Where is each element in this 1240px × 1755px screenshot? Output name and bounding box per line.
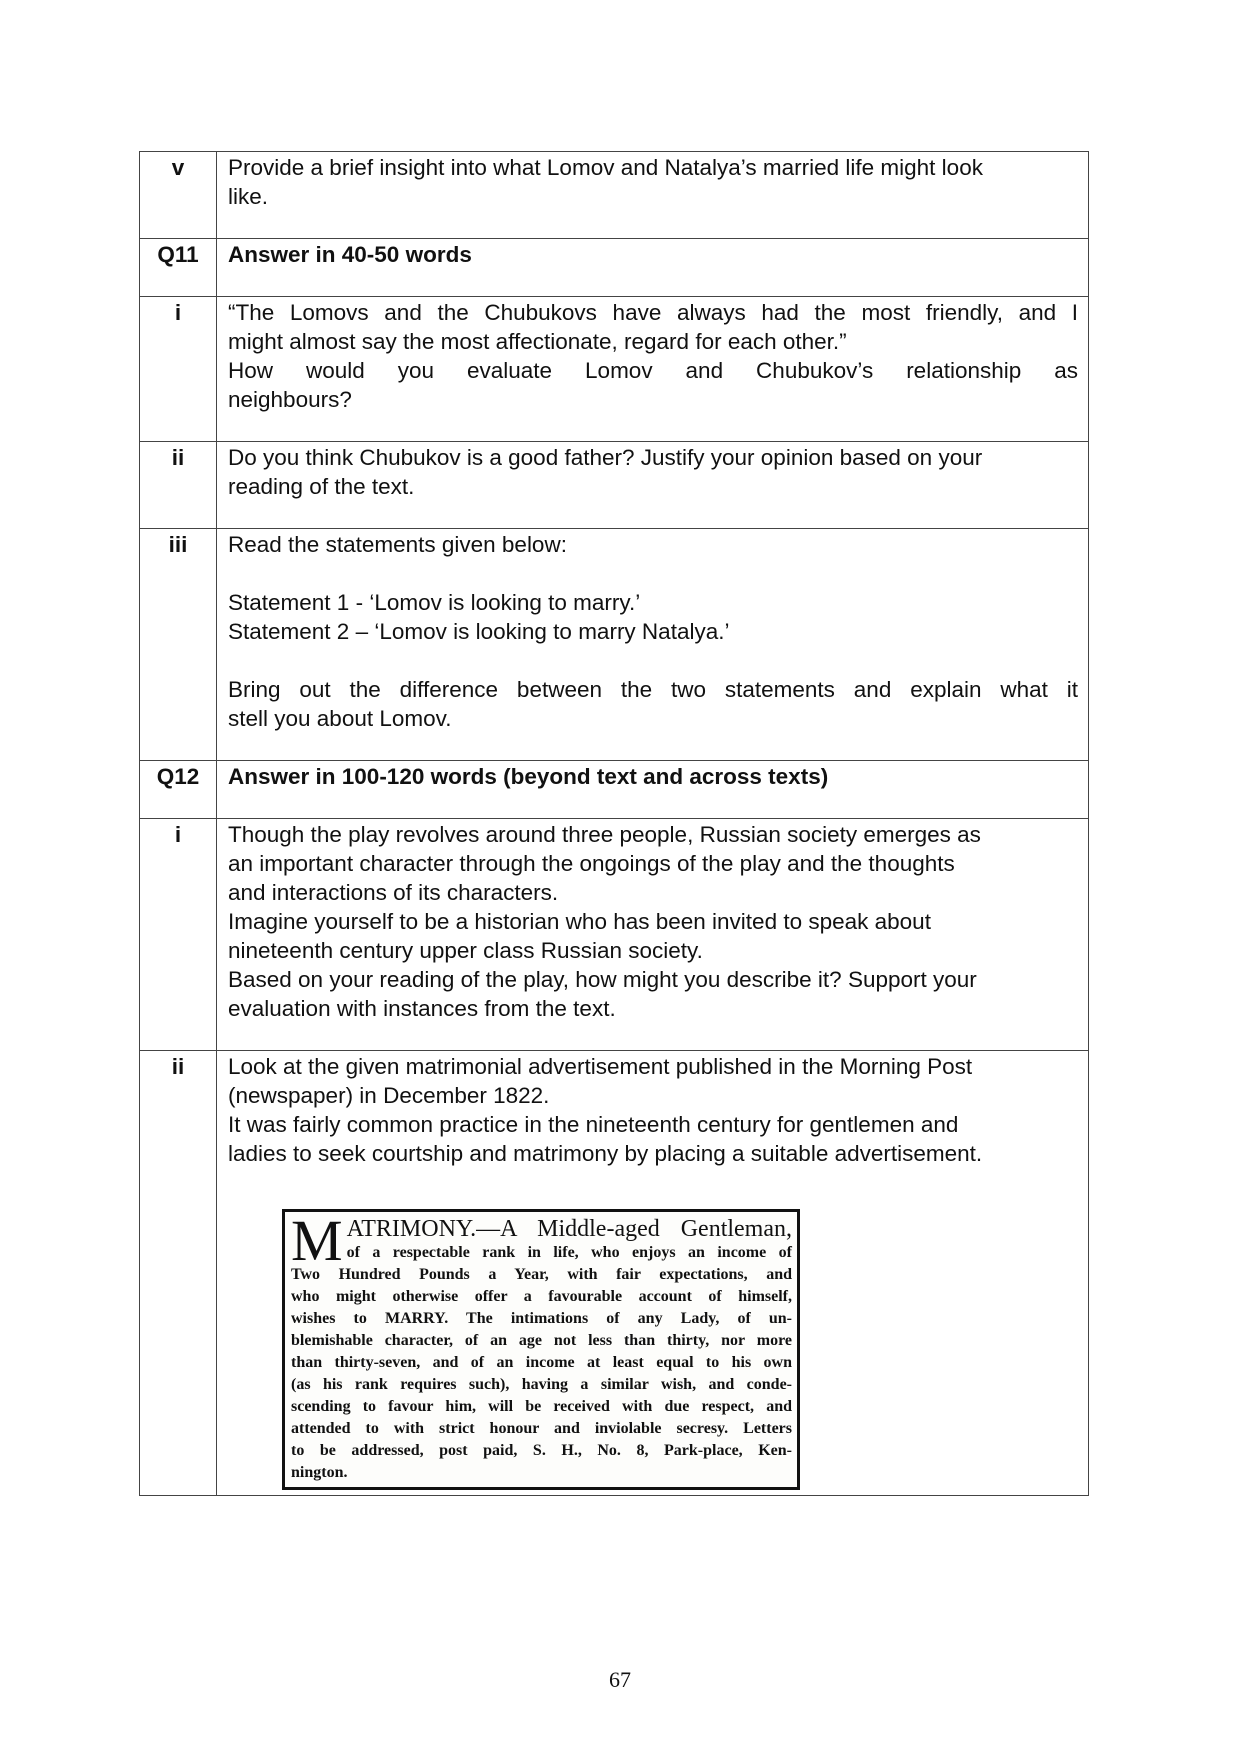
advertisement-dropcap: M	[291, 1209, 343, 1273]
advertisement-headline: ATRIMONY.—A Middle-aged Gentleman,	[346, 1216, 792, 1242]
advertisement-line: who might otherwise offer a favourable account of himself,	[291, 1288, 792, 1305]
advertisement-line: of a respectable rank in life, who enjoys an income of	[346, 1244, 792, 1261]
text-line: How would you evaluate Lomov and Chubukov’s relationship as	[228, 358, 1078, 383]
text-line: reading of the text.	[228, 474, 415, 499]
question-number: i	[140, 297, 217, 442]
text-line: “The Lomovs and the Chubukovs have always had the most friendly, and I	[228, 300, 1078, 325]
page-number: 67	[609, 1667, 631, 1692]
text-line: an important character through the ongoings of the play and the thoughts	[228, 851, 955, 876]
blank-line	[228, 646, 1078, 675]
text-line: neighbours?	[228, 387, 352, 412]
section-heading: Answer in 40-50 words	[217, 239, 1089, 297]
question-text	[217, 442, 1089, 529]
question-text	[217, 1051, 1089, 1496]
matrimonial-advertisement	[282, 1209, 800, 1490]
question-number: ii	[140, 1051, 217, 1496]
text-line: Bring out the difference between the two statements and explain what it	[228, 677, 1078, 702]
question-row-q11-ii	[140, 442, 1089, 529]
question-row-q11-i	[140, 297, 1089, 442]
question-number: v	[140, 152, 217, 239]
question-number: i	[140, 819, 217, 1051]
text-line: stell you about Lomov.	[228, 706, 452, 731]
advertisement-line: to be addressed, post paid, S. H., No. 8, Park-place, Ken-	[291, 1442, 792, 1459]
text-line: might almost say the most affectionate, regard for each other.”	[228, 329, 847, 354]
advertisement-line: wishes to MARRY. The intimations of any Lady, of un-	[291, 1310, 792, 1327]
blank-line	[228, 559, 1078, 588]
question-number: ii	[140, 442, 217, 529]
text-line: Do you think Chubukov is a good father? Justify your opinion based on your	[228, 445, 983, 470]
text-line: like.	[228, 184, 269, 209]
section-header-q12	[140, 761, 1089, 819]
text-line: It was fairly common practice in the nineteenth century for gentlemen and	[228, 1112, 959, 1137]
text-line: ladies to seek courtship and matrimony by placing a suitable advertisement.	[228, 1141, 983, 1166]
text-line: (newspaper) in December 1822.	[228, 1083, 550, 1108]
question-row-q12-ii	[140, 1051, 1089, 1496]
section-heading: Answer in 100-120 words (beyond text and across texts)	[217, 761, 1089, 819]
text-line: Look at the given matrimonial advertisement published in the Morning Post	[228, 1054, 973, 1079]
advertisement-line: blemishable character, of an age not less than thirty, nor more	[291, 1332, 792, 1349]
question-row-q11-iii	[140, 529, 1089, 761]
advertisement-line: scending to favour him, will be received with due respect, and	[291, 1398, 792, 1415]
advertisement-line: Two Hundred Pounds a Year, with fair expectations, and	[291, 1266, 792, 1283]
text-line: Imagine yourself to be a historian who has been invited to speak about	[228, 909, 931, 934]
question-row-q12-i	[140, 819, 1089, 1051]
text-line: Read the statements given below:	[228, 532, 567, 557]
advertisement-line: attended to with strict honour and inviolable secresy. Letters	[291, 1420, 792, 1437]
text-line: Statement 2 – ‘Lomov is looking to marry Natalya.’	[228, 619, 730, 644]
question-text	[217, 152, 1089, 239]
question-text	[217, 297, 1089, 442]
advertisement-line: nington.	[291, 1464, 348, 1481]
question-number: iii	[140, 529, 217, 761]
text-line: Based on your reading of the play, how might you describe it? Support your	[228, 967, 977, 992]
advertisement-line: (as his rank requires such), having a similar wish, and conde-	[291, 1376, 792, 1393]
text-line: Provide a brief insight into what Lomov and Natalya’s married life might look	[228, 155, 983, 180]
text-line: Though the play revolves around three people, Russian society emerges as	[228, 822, 981, 847]
text-line: and interactions of its characters.	[228, 880, 559, 905]
section-number: Q12	[140, 761, 217, 819]
text-line: evaluation with instances from the text.	[228, 996, 616, 1021]
question-row-v	[140, 152, 1089, 239]
question-text	[217, 819, 1089, 1051]
text-line: Statement 1 - ‘Lomov is looking to marry.’	[228, 590, 641, 615]
section-header-q11	[140, 239, 1089, 297]
text-line: nineteenth century upper class Russian society.	[228, 938, 703, 963]
advertisement-line: than thirty-seven, and of an income at least equal to his own	[291, 1354, 792, 1371]
question-table	[139, 151, 1089, 1496]
section-number: Q11	[140, 239, 217, 297]
question-text	[217, 529, 1089, 761]
